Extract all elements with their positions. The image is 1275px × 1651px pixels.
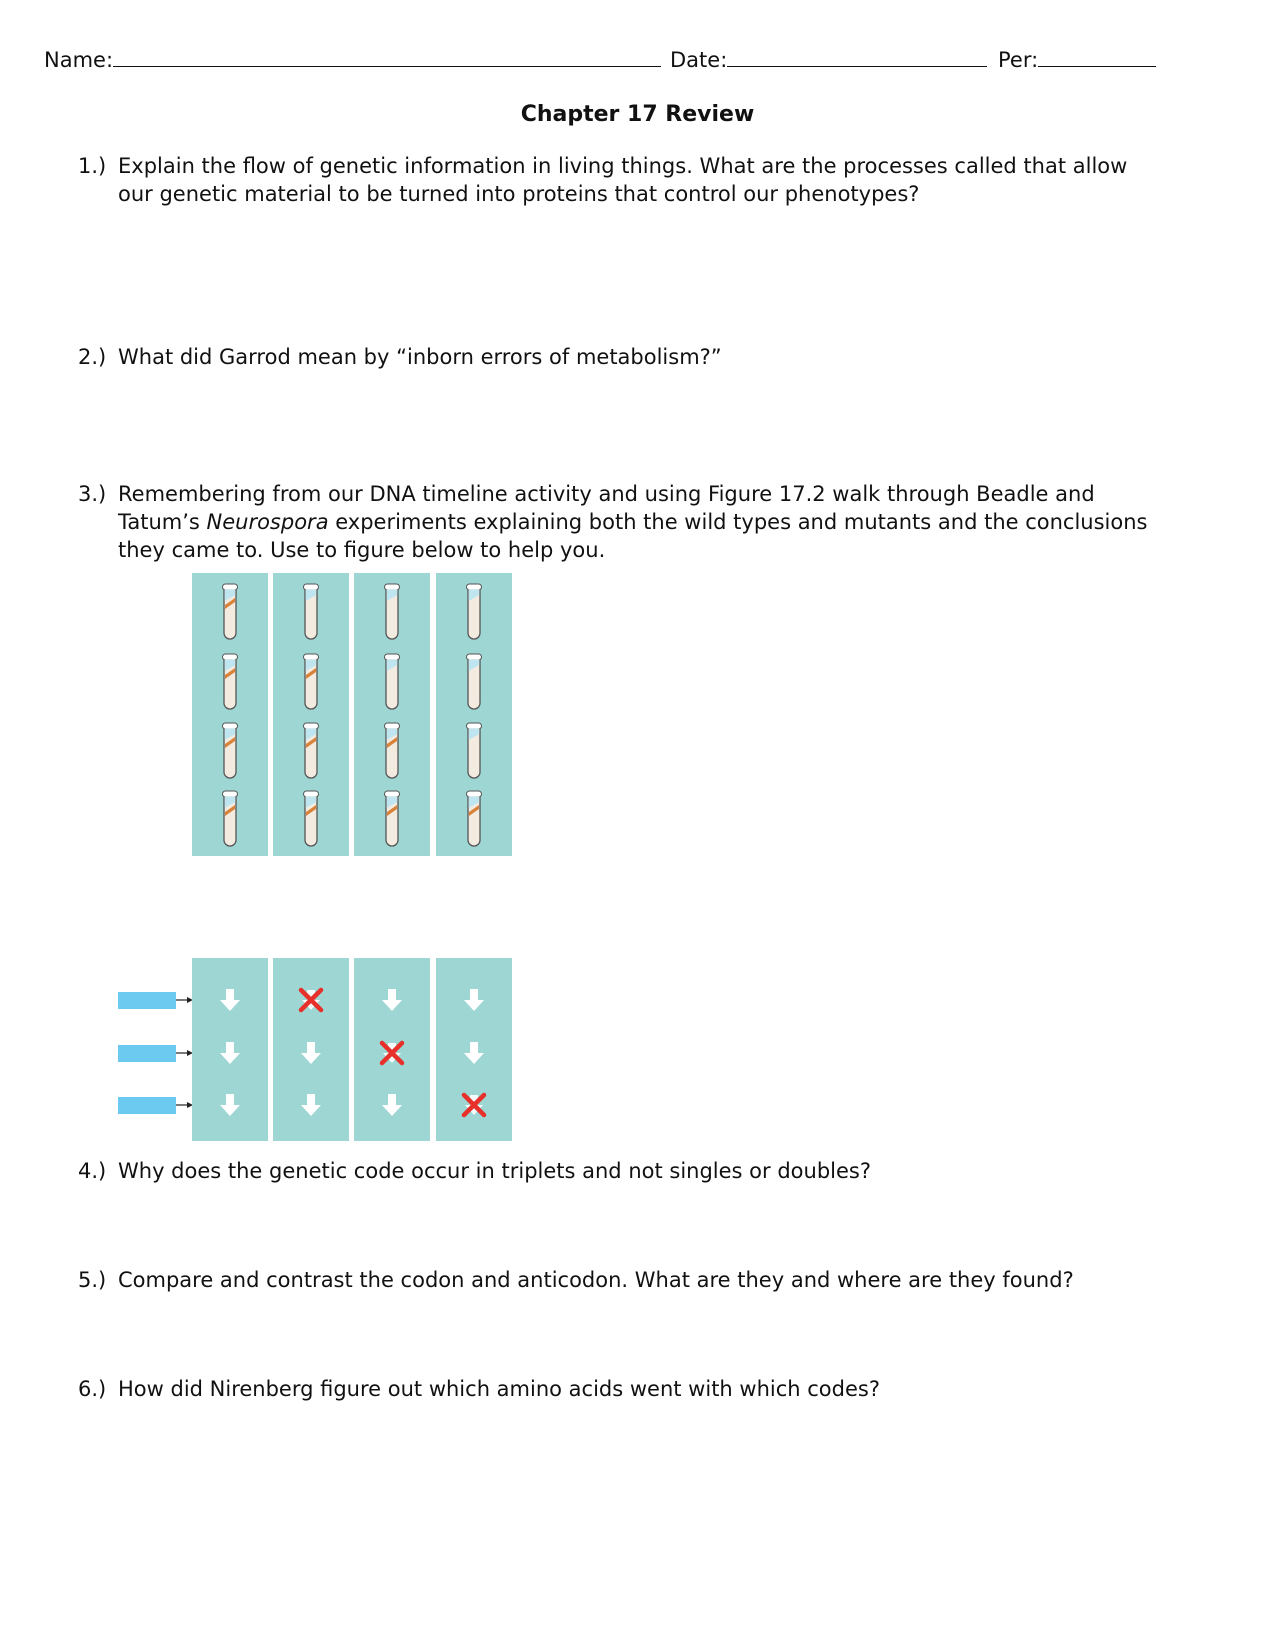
blocked-step-x-icon	[297, 986, 325, 1014]
test-tube-with-growth	[220, 653, 240, 713]
question-5	[78, 1266, 1163, 1294]
question-3	[78, 480, 1163, 564]
question-text-part: Remembering from our DNA timeline activity and using Figure 17.2 walk through Beadle and Tatum’s	[118, 482, 1095, 534]
test-tube-no-growth	[301, 583, 321, 643]
down-arrow-icon	[378, 986, 406, 1014]
period-field[interactable]	[998, 46, 1156, 72]
test-tube-with-growth	[301, 653, 321, 713]
pathway-panel	[436, 958, 512, 1141]
name-blank-line[interactable]	[113, 46, 661, 67]
down-arrow-icon	[216, 1039, 244, 1067]
test-tube-with-growth	[301, 790, 321, 850]
test-tube-no-growth	[382, 653, 402, 713]
date-field[interactable]	[670, 46, 987, 72]
small-arrow-icon	[176, 995, 194, 1005]
date-blank-line[interactable]	[727, 46, 987, 67]
question-number: 2.)	[78, 345, 107, 369]
small-arrow-icon	[176, 1100, 194, 1110]
down-arrow-icon	[297, 1091, 325, 1119]
small-arrow-icon	[176, 1048, 194, 1058]
worksheet-title: Chapter 17 Review	[520, 102, 755, 127]
question-text: Why does the genetic code occur in triplets and not singles or doubles?	[118, 1159, 871, 1183]
test-tube-with-growth	[382, 790, 402, 850]
test-tube-no-growth	[464, 653, 484, 713]
question-4	[78, 1157, 1163, 1185]
test-tube-with-growth	[464, 790, 484, 850]
question-text: Explain the flow of genetic information in living things. What are the processes called that allow our genetic material to be turned into proteins that control our phenotypes?	[118, 154, 1128, 206]
question-text	[118, 480, 1163, 564]
down-arrow-icon	[460, 986, 488, 1014]
test-tube-with-growth	[301, 722, 321, 782]
down-arrow-icon	[216, 986, 244, 1014]
pathway-panel	[273, 958, 349, 1141]
name-label: Name:	[44, 48, 114, 72]
down-arrow-icon	[297, 1039, 325, 1067]
question-text-part: experiments explaining both the wild types and mutants and the conclusions they came to. Use to figure below to help you.	[118, 510, 1148, 562]
question-number: 6.)	[78, 1377, 107, 1401]
neurospora-italic: Neurospora	[206, 510, 329, 534]
test-tube-with-growth	[382, 722, 402, 782]
question-number: 4.)	[78, 1159, 107, 1183]
period-blank-line[interactable]	[1038, 46, 1156, 67]
question-text: Compare and contrast the codon and anticodon. What are they and where are they found?	[118, 1268, 1074, 1292]
down-arrow-icon	[216, 1091, 244, 1119]
test-tube-no-growth	[464, 583, 484, 643]
test-tube-with-growth	[220, 583, 240, 643]
name-field[interactable]	[44, 46, 661, 72]
question-2	[78, 343, 1163, 371]
question-number: 3.)	[78, 482, 107, 506]
question-1	[78, 152, 1163, 208]
pathway-compound-bar	[118, 992, 176, 1009]
question-number: 5.)	[78, 1268, 107, 1292]
period-label: Per:	[998, 48, 1039, 72]
blocked-step-x-icon	[460, 1091, 488, 1119]
date-label: Date:	[670, 48, 728, 72]
pathway-compound-bar	[118, 1045, 176, 1062]
question-text: How did Nirenberg figure out which amino acids went with which codes?	[118, 1377, 880, 1401]
down-arrow-icon	[378, 1091, 406, 1119]
question-number: 1.)	[78, 154, 107, 178]
question-text: What did Garrod mean by “inborn errors of metabolism?”	[118, 345, 722, 369]
pathway-compound-bar	[118, 1097, 176, 1114]
test-tube-no-growth	[464, 722, 484, 782]
test-tube-no-growth	[382, 583, 402, 643]
question-6	[78, 1375, 1163, 1403]
test-tube-with-growth	[220, 722, 240, 782]
down-arrow-icon	[460, 1039, 488, 1067]
pathway-panel	[192, 958, 268, 1141]
test-tube-with-growth	[220, 790, 240, 850]
blocked-step-x-icon	[378, 1039, 406, 1067]
pathway-panel	[354, 958, 430, 1141]
